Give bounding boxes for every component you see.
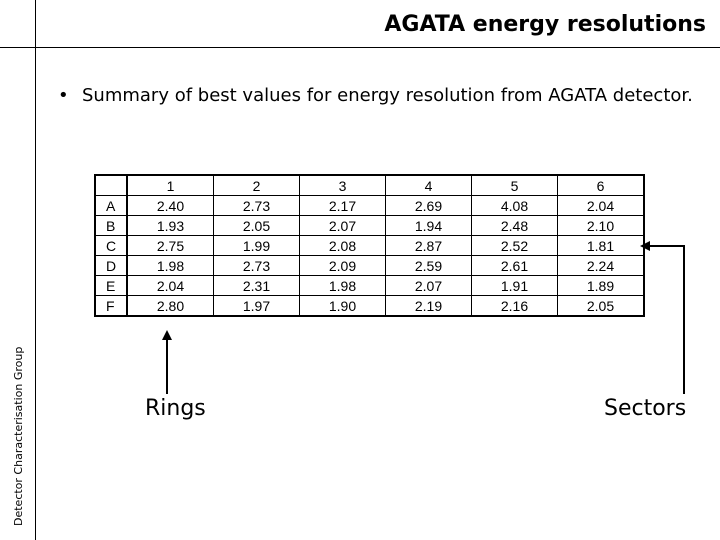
table-corner-cell (95, 175, 127, 196)
table-header-row (95, 175, 644, 196)
rings-label: Rings (145, 396, 206, 421)
table-cell: 2.24 (558, 256, 645, 276)
table-cell: 2.09 (300, 256, 386, 276)
table-cell: 1.97 (214, 296, 300, 317)
table-row (95, 236, 644, 256)
table-cell: 2.87 (386, 236, 472, 256)
table-cell: 2.17 (300, 196, 386, 216)
table-cell: 2.05 (558, 296, 645, 317)
table-cell: 2.16 (472, 296, 558, 317)
table-cell: 1.98 (127, 256, 214, 276)
table-cell: 2.04 (127, 276, 214, 296)
table-cell: 2.48 (472, 216, 558, 236)
table-cell: 2.73 (214, 256, 300, 276)
column-header: 1 (127, 175, 214, 196)
table-cell: 2.61 (472, 256, 558, 276)
page-title: AGATA energy resolutions (384, 12, 706, 37)
table-cell: 4.08 (472, 196, 558, 216)
table-cell: 2.69 (386, 196, 472, 216)
table-cell: 2.75 (127, 236, 214, 256)
table-cell: 2.19 (386, 296, 472, 317)
table-cell: 1.94 (386, 216, 472, 236)
table-cell: 1.89 (558, 276, 645, 296)
table-cell: 2.05 (214, 216, 300, 236)
table-cell: 2.73 (214, 196, 300, 216)
table-row (95, 296, 644, 317)
table-cell: 1.98 (300, 276, 386, 296)
table-cell: 2.59 (386, 256, 472, 276)
row-header: D (95, 256, 127, 276)
sectors-arrow-icon (640, 236, 690, 396)
sectors-label: Sectors (604, 396, 687, 421)
table-cell: 2.08 (300, 236, 386, 256)
column-header: 5 (472, 175, 558, 196)
column-header: 3 (300, 175, 386, 196)
rings-arrow-icon (158, 330, 178, 396)
table-row (95, 216, 644, 236)
header-divider (0, 47, 720, 48)
column-header: 4 (386, 175, 472, 196)
row-header: B (95, 216, 127, 236)
table-cell: 1.91 (472, 276, 558, 296)
table-cell: 2.52 (472, 236, 558, 256)
column-header: 2 (214, 175, 300, 196)
bullet-icon: • (58, 85, 69, 106)
row-header: C (95, 236, 127, 256)
table-cell: 2.10 (558, 216, 645, 236)
table-cell: 2.31 (214, 276, 300, 296)
table-cell: 1.93 (127, 216, 214, 236)
table-cell: 2.07 (386, 276, 472, 296)
side-group-label: Detector Characterisation Group (12, 346, 25, 526)
table-row (95, 196, 644, 216)
bullet-text: Summary of best values for energy resolution from AGATA detector. (82, 85, 693, 106)
table-cell: 1.99 (214, 236, 300, 256)
table-cell: 2.40 (127, 196, 214, 216)
table-cell: 2.80 (127, 296, 214, 317)
energy-resolution-table (94, 174, 645, 317)
table-cell: 2.07 (300, 216, 386, 236)
vertical-divider (35, 0, 36, 540)
table-cell: 1.90 (300, 296, 386, 317)
column-header: 6 (558, 175, 645, 196)
bullet-point (58, 84, 698, 107)
row-header: E (95, 276, 127, 296)
table-row (95, 276, 644, 296)
table-row (95, 256, 644, 276)
table-cell: 1.81 (558, 236, 645, 256)
row-header: A (95, 196, 127, 216)
table-cell: 2.04 (558, 196, 645, 216)
row-header: F (95, 296, 127, 317)
